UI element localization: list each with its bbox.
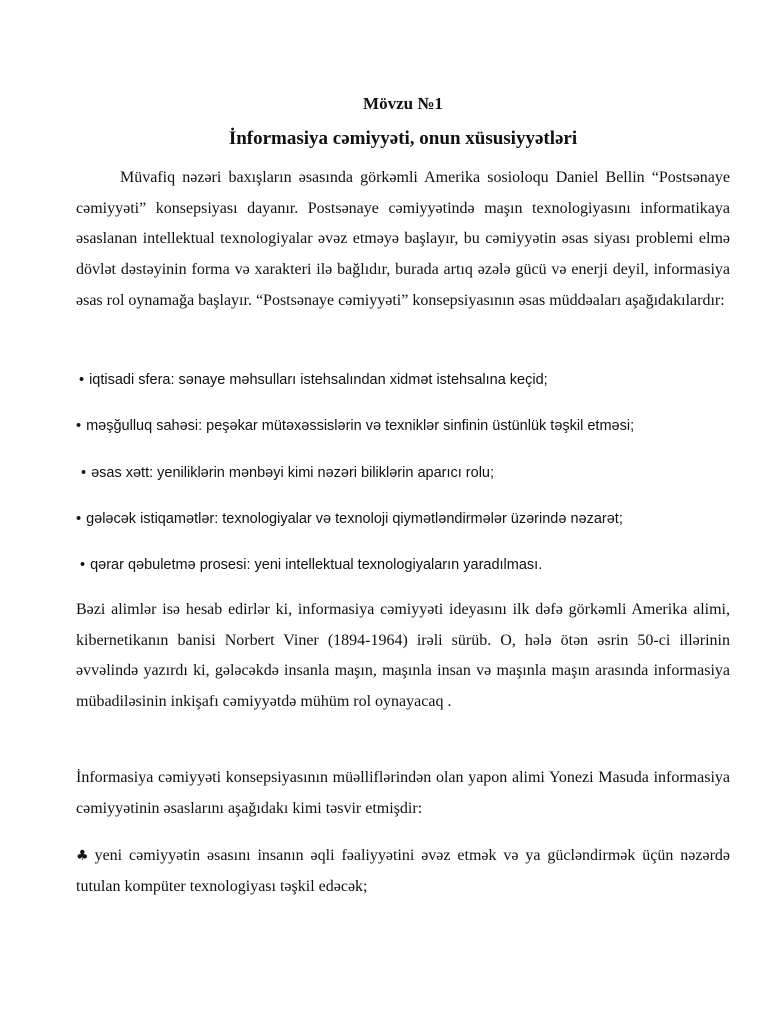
- list-item-text: qərar qəbuletmə prosesi: yeni intellektual texnologiyaların yaradılması.: [90, 557, 543, 573]
- list-item-text: məşğulluq sahəsi: peşəkar mütəxəssislərin və texniklər sinfinin üstünlük təşkil etməsi;: [86, 418, 635, 434]
- list-item: [76, 509, 730, 529]
- intro-paragraph: Müvafiq nəzəri baxışların əsasında görkəmli Amerika sosioloqu Daniel Bellin “Postsənaye cəmiyyəti” konsepsiyası dayanır. Postsənaye cəmiyyətində maşın texnologiyasını informatikaya əsaslanan intellektual texnologiyalar əvəz etməyə başlayır, bu cəmiyyətin əsas siyası problemi elmə dövlət dəstəyinin forma və xarakteri ilə bağlıdır, burada artıq əzələ gücü və enerji deyil, informasiya əsas rol oynamağa başlayır. “Postsənaye cəmiyyəti” konsepsiyasının əsas müddəaları aşağıdakılardır:: [76, 169, 730, 309]
- bullet-icon: •: [81, 465, 87, 481]
- list-item: [76, 416, 730, 436]
- list-item-text: iqtisadi sfera: sənaye məhsulları istehsalından xidmət istehsalına keçid;: [89, 372, 548, 388]
- list-item: [79, 370, 733, 390]
- wiener-paragraph: Bəzi alimlər isə hesab edirlər ki, informasiya cəmiyyəti ideyasını ilk dəfə görkəmli Amerika alimi, kibernetikanın banisi Norbert Viner (1894-1964) irəli sürüb. O, hələ ötən əsrin 50-ci illərinin əvvəlində yazırdı ki, gələcəkdə insanla maşın, maşınla insan və maşınla maşın arasında informasiya mübadiləsinin inkişafı cəmiyyətdə mühüm rol oynayacaq .: [76, 601, 730, 711]
- list-item: [81, 463, 735, 483]
- bullet-icon: •: [76, 418, 82, 434]
- bullet-icon: •: [76, 511, 82, 527]
- document-title: İnformasiya cəmiyyəti, onun xüsusiyyətləri: [228, 128, 578, 149]
- bullet-icon: •: [79, 372, 85, 388]
- club-icon: ♣: [76, 848, 89, 864]
- masuda-paragraph: İnformasiya cəmiyyəti konsepsiyasının müəlliflərindən olan yapon alimi Yonezi Masuda informasiya cəmiyyətinin əsaslarını aşağıdakı kimi təsvir etmişdir:: [76, 769, 730, 817]
- club-list-item: [76, 841, 730, 902]
- list-item-text: əsas xətt: yeniliklərin mənbəyi kimi nəzəri biliklərin aparıcı rolu;: [91, 465, 495, 481]
- list-item: [80, 555, 734, 575]
- club-list-item-text: yeni cəmiyyətin əsasını insanın əqli fəaliyyətini əvəz etmək və ya gücləndirmək üçün nəzərdə tutulan kompüter texnologiyası təşkil edəcək;: [76, 847, 730, 895]
- list-item-text: gələcək istiqamətlər: texnologiyalar və texnoloji qiymətləndirmələr üzərində nəzarət;: [86, 511, 623, 527]
- topic-number: Mövzu №1: [363, 94, 443, 113]
- bullet-icon: •: [80, 557, 86, 573]
